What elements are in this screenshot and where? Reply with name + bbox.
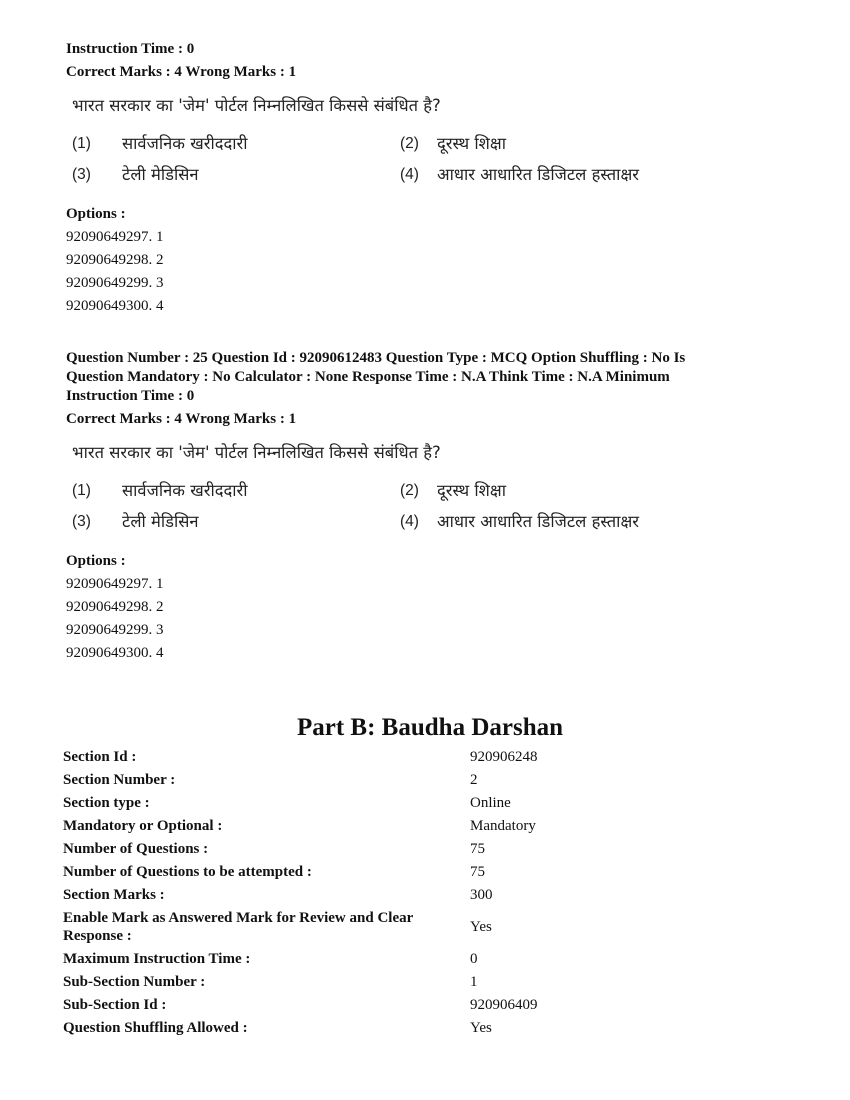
part-title: Part B: Baudha Darshan xyxy=(296,714,563,741)
row-value: 300 xyxy=(470,887,493,903)
row-label: Section type : xyxy=(63,795,150,811)
row-value: 920906248 xyxy=(470,749,538,765)
row-label: Section Id : xyxy=(63,749,137,765)
row-value: 75 xyxy=(470,864,485,880)
choice-number: (1) xyxy=(72,482,91,499)
row-label: Sub-Section Id : xyxy=(63,997,167,1013)
choice-number: (1) xyxy=(72,135,91,152)
row-value: Yes xyxy=(470,919,492,935)
row-value: 1 xyxy=(470,974,478,990)
choice-text: आधार आधारित डिजिटल हस्ताक्षर xyxy=(437,512,640,531)
row-label: Sub-Section Number : xyxy=(63,974,206,990)
section-row xyxy=(63,909,783,947)
option-id-line: 92090649298. 2 xyxy=(66,599,164,615)
row-value: 2 xyxy=(470,772,478,788)
row-value: Online xyxy=(470,795,511,811)
question-meta-line: Question Mandatory : No Calculator : None Response Time : N.A Think Time : N.A Minimum xyxy=(66,369,670,385)
row-value: 75 xyxy=(470,841,485,857)
option-id-line: 92090649297. 1 xyxy=(66,576,164,592)
option-id-line: 92090649298. 2 xyxy=(66,252,164,268)
choice-number: (4) xyxy=(400,513,419,530)
row-label: Enable Mark as Answered Mark for Review and Clear Response : xyxy=(63,910,413,944)
row-label: Number of Questions : xyxy=(63,841,209,857)
row-value: 920906409 xyxy=(470,997,538,1013)
instruction-time-line: Instruction Time : 0 xyxy=(66,41,195,57)
row-label: Question Shuffling Allowed : xyxy=(63,1020,248,1036)
options-label: Options : xyxy=(66,553,126,569)
choice-text: दूरस्थ शिक्षा xyxy=(437,481,506,500)
row-label: Number of Questions to be attempted : xyxy=(63,864,312,880)
row-value: 0 xyxy=(470,951,478,967)
row-label: Section Number : xyxy=(63,772,176,788)
question-meta-line: Question Number : 25 Question Id : 92090612483 Question Type : MCQ Option Shuffling : No Is xyxy=(66,350,686,366)
row-value: Yes xyxy=(470,1020,492,1036)
option-id-line: 92090649300. 4 xyxy=(66,645,164,661)
option-id-line: 92090649300. 4 xyxy=(66,298,164,314)
option-id-line: 92090649299. 3 xyxy=(66,275,164,291)
instruction-time-line: Instruction Time : 0 xyxy=(66,388,195,404)
choice-text: टेली मेडिसिन xyxy=(122,512,199,531)
marks-line: Correct Marks : 4 Wrong Marks : 1 xyxy=(66,64,297,80)
choice-number: (3) xyxy=(72,513,91,530)
choice-number: (2) xyxy=(400,482,419,499)
choice-text: दूरस्थ शिक्षा xyxy=(437,134,506,153)
choice-number: (4) xyxy=(400,166,419,183)
option-id-line: 92090649299. 3 xyxy=(66,622,164,638)
options-label: Options : xyxy=(66,206,126,222)
row-label: Maximum Instruction Time : xyxy=(63,951,251,967)
option-id-line: 92090649297. 1 xyxy=(66,229,164,245)
choice-text: आधार आधारित डिजिटल हस्ताक्षर xyxy=(437,165,640,184)
row-label: Mandatory or Optional : xyxy=(63,818,223,834)
row-value: Mandatory xyxy=(470,818,536,834)
marks-line: Correct Marks : 4 Wrong Marks : 1 xyxy=(66,411,297,427)
question-text: भारत सरकार का 'जेम' पोर्टल निम्नलिखित किससे संबंधित है? xyxy=(72,443,441,462)
row-label: Section Marks : xyxy=(63,887,165,903)
choice-number: (3) xyxy=(72,166,91,183)
choice-text: सार्वजनिक खरीददारी xyxy=(122,134,248,153)
choice-text: सार्वजनिक खरीददारी xyxy=(122,481,248,500)
choice-text: टेली मेडिसिन xyxy=(122,165,199,184)
question-text: भारत सरकार का 'जेम' पोर्टल निम्नलिखित किससे संबंधित है? xyxy=(72,96,441,115)
choice-number: (2) xyxy=(400,135,419,152)
